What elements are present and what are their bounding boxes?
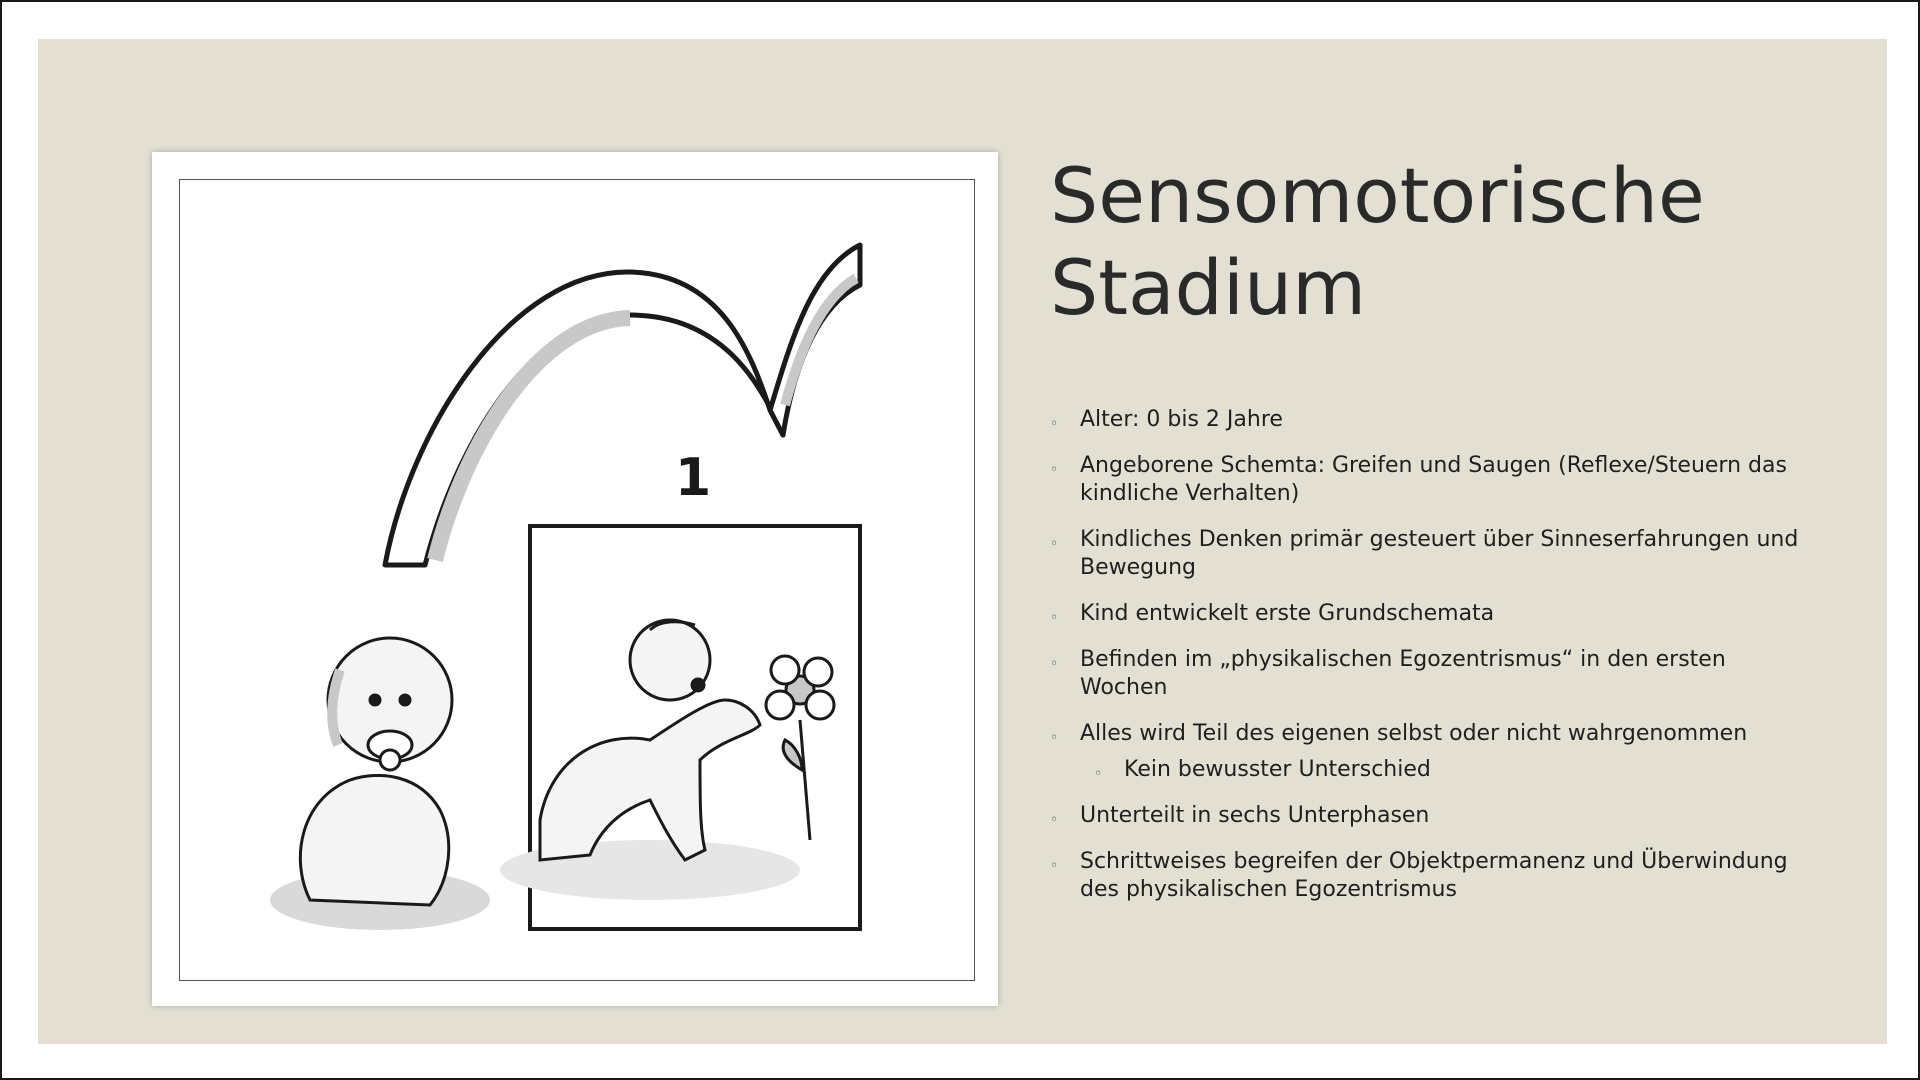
bullet-item: ◦ Alles wird Teil des eigenen selbst oder nicht wahrgenommen bbox=[1050, 720, 1810, 748]
bullet-item: ◦ Unterteilt in sechs Unterphasen bbox=[1050, 802, 1810, 830]
stage-number: 1 bbox=[675, 448, 712, 508]
bullet-dot: ◦ bbox=[1050, 416, 1059, 432]
bullet-dot: ◦ bbox=[1050, 656, 1059, 672]
bullet-dot: ◦ bbox=[1050, 858, 1059, 874]
bullet-list bbox=[1050, 406, 1810, 922]
title-line-1: Sensomotorische bbox=[1050, 151, 1705, 240]
bullet-item: ◦ Kind entwickelt erste Grundschemata bbox=[1050, 600, 1810, 628]
baby-illustration bbox=[180, 180, 974, 980]
bullet-dot: ◦ bbox=[1050, 730, 1059, 746]
bullet-dot: ◦ bbox=[1050, 462, 1059, 478]
illustration-image bbox=[179, 179, 975, 981]
next-stage-arch bbox=[770, 245, 860, 435]
bullet-dot: ◦ bbox=[1050, 610, 1059, 626]
bullet-dot: ◦ bbox=[1094, 766, 1103, 782]
bullet-item: ◦ Schrittweises begreifen der Objektpermanenz und Überwindung des physikalischen Egozentrismus bbox=[1050, 849, 1788, 902]
title-line-2: Stadium bbox=[1050, 243, 1367, 332]
sub-bullet-item: ◦ Kein bewusster Unterschied bbox=[1050, 756, 1810, 784]
bullet-dot: ◦ bbox=[1050, 536, 1059, 552]
bullet-item: ◦ Kindliches Denken primär gesteuert über Sinneserfahrungen und Bewegung bbox=[1050, 527, 1799, 580]
sitting-baby bbox=[300, 638, 452, 905]
bullet-item: ◦ Angeborene Schemta: Greifen und Saugen (Reflexe/Steuern das kindliche Verhalten) bbox=[1050, 453, 1787, 506]
slide-title bbox=[1050, 150, 1850, 334]
illustration-card bbox=[152, 152, 998, 1006]
bullet-item: ◦ Alter: 0 bis 2 Jahre bbox=[1050, 406, 1810, 434]
bullet-item: ◦ Befinden im „physikalischen Egozentrismus“ in den ersten Wochen bbox=[1050, 647, 1726, 700]
bullet-dot: ◦ bbox=[1050, 812, 1059, 828]
